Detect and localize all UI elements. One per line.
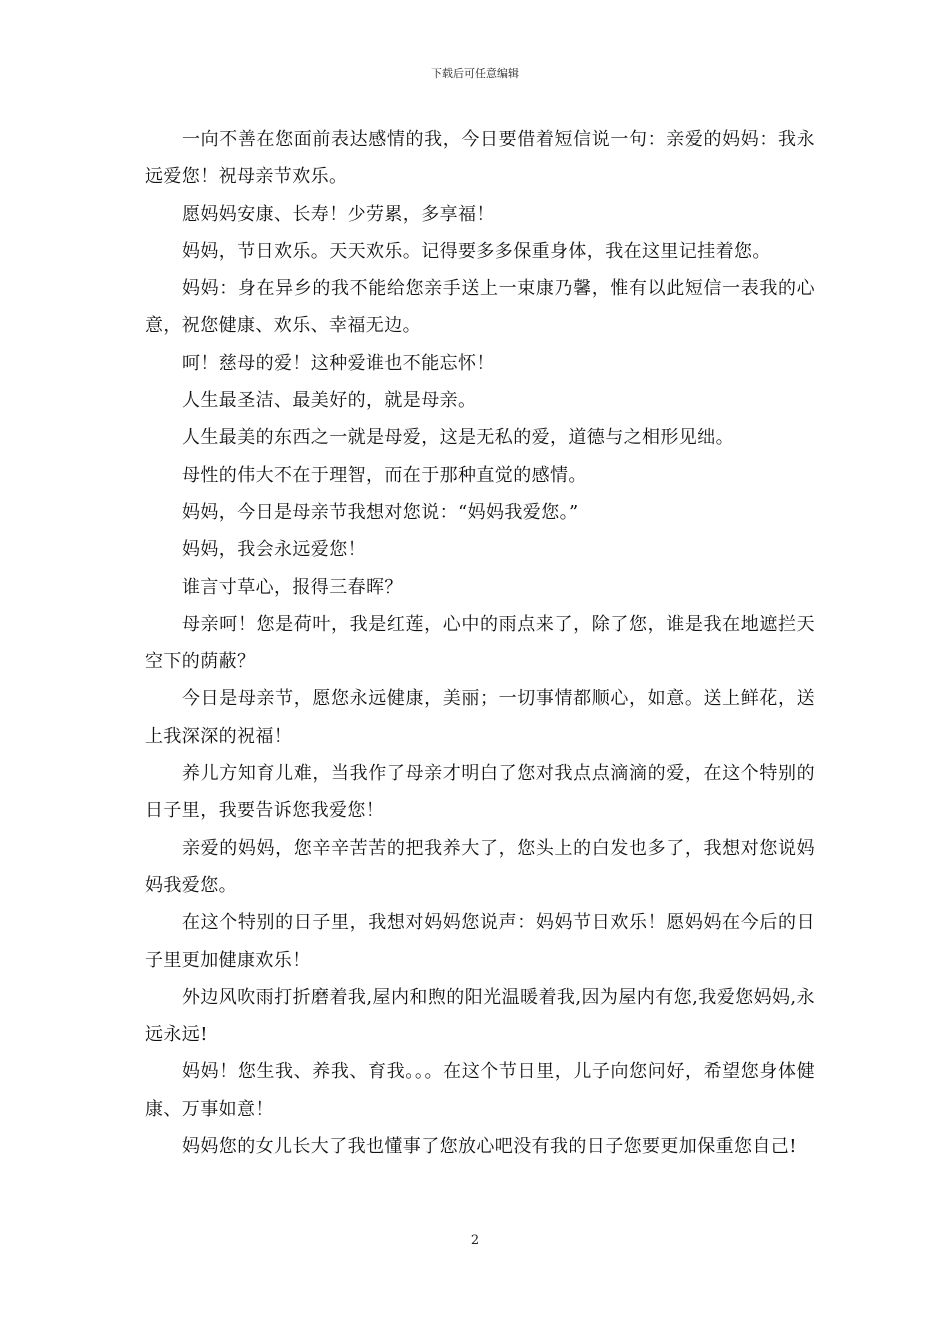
paragraph: 亲爱的妈妈，您辛辛苦苦的把我养大了，您头上的白发也多了，我想对您说妈妈我爱您。	[145, 837, 815, 896]
paragraph: 妈妈！您生我、养我、育我。。。在这个节日里，儿子向您问好，希望您身体健康、万事如意！	[145, 1061, 815, 1120]
paragraph: 妈妈，今日是母亲节我想对您说：“妈妈我爱您。”	[182, 501, 579, 523]
paragraph: 妈妈，我会永远爱您！	[182, 539, 366, 561]
paragraph: 母亲呵！您是荷叶，我是红莲，心中的雨点来了，除了您，谁是我在地遮拦天空下的荫蔽？	[145, 613, 815, 673]
page-header: 下载后可任意编辑	[431, 67, 519, 80]
paragraph: 愿妈妈安康、长寿！少劳累，多享福！	[182, 203, 495, 225]
paragraph: 呵！慈母的爱！这种爱谁也不能忘怀！	[182, 352, 495, 374]
paragraph: 人生最圣洁、最美好的，就是母亲。	[182, 390, 477, 412]
paragraph: 今日是母亲节，愿您永远健康，美丽；一切事情都顺心，如意。送上鲜花，送上我深深的祝福！	[145, 688, 815, 747]
paragraph: 妈妈：身在异乡的我不能给您亲手送上一束康乃馨，惟有以此短信一表我的心意，祝您健康、欢乐、幸福无边。	[145, 278, 815, 337]
paragraph: 养儿方知育儿难，当我作了母亲才明白了您对我点点滴滴的爱，在这个特别的日子里，我要告诉您我爱您！	[145, 763, 815, 822]
document-body	[145, 121, 815, 1165]
paragraph: 人生最美的东西之一就是母爱，这是无私的爱，道德与之相形见绌。	[182, 427, 734, 449]
paragraph: 一向不善在您面前表达感情的我，今日要借着短信说一句：亲爱的妈妈：我永远爱您！祝母亲节欢乐。	[145, 129, 815, 188]
page-number: 2	[470, 1233, 480, 1248]
paragraph: 妈妈您的女儿长大了我也懂事了您放心吧没有我的日子您要更加保重您自己!	[182, 1136, 797, 1158]
paragraph: 母性的伟大不在于理智，而在于那种直觉的感情。	[182, 464, 587, 486]
paragraph: 外边风吹雨打折磨着我,屋内和煦的阳光温暖着我,因为屋内有您,我爱您妈妈,永远永远!	[145, 986, 815, 1046]
paragraph: 在这个特别的日子里，我想对妈妈您说声：妈妈节日欢乐！愿妈妈在今后的日子里更加健康欢乐！	[145, 912, 815, 971]
paragraph: 谁言寸草心，报得三春晖？	[182, 576, 403, 598]
paragraph: 妈妈，节日欢乐。天天欢乐。记得要多多保重身体，我在这里记挂着您。	[182, 240, 771, 262]
